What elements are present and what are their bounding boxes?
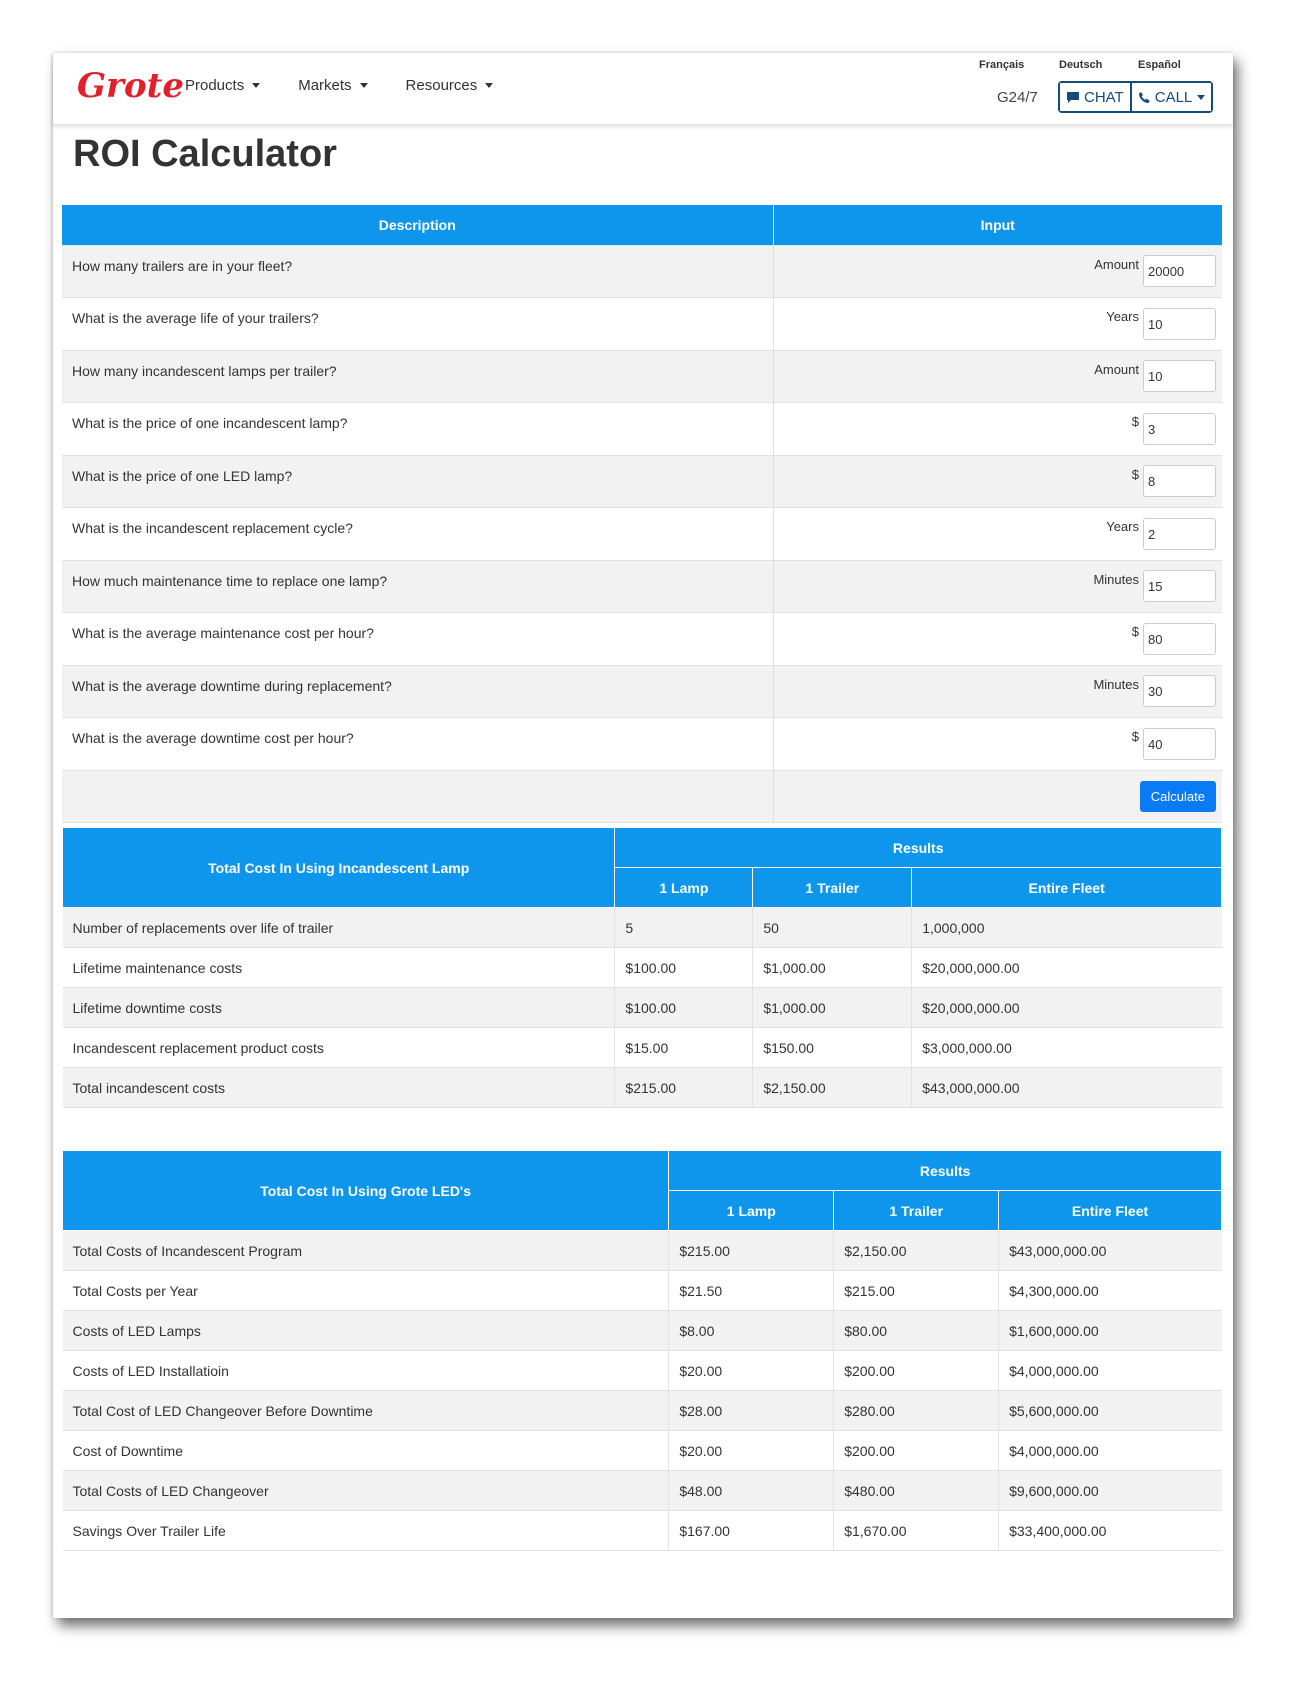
- cell-value: $48.00: [669, 1471, 834, 1511]
- cell-value: $200.00: [834, 1431, 999, 1471]
- header-input: Input: [773, 205, 1222, 245]
- led-price-input[interactable]: 8: [1143, 465, 1216, 497]
- table-row: [63, 1511, 1222, 1551]
- lang-link-german[interactable]: Deutsch: [1059, 59, 1103, 71]
- chat-bubble-icon: [1066, 91, 1080, 104]
- row-label: Incandescent replacement product costs: [63, 1028, 615, 1068]
- cell-value: $150.00: [753, 1028, 912, 1068]
- question-label: How much maintenance time to replace one lamp?: [62, 560, 773, 613]
- unit-label: $: [1131, 414, 1139, 430]
- unit-label: Years: [1106, 309, 1139, 325]
- cell-value: $4,000,000.00: [999, 1351, 1222, 1391]
- cell-value: $21.50: [669, 1271, 834, 1311]
- table-row: [62, 245, 1222, 298]
- table-row: [63, 908, 1222, 948]
- table-row: [62, 560, 1222, 613]
- incandescent-price-input[interactable]: 3: [1143, 413, 1216, 445]
- led-table-title: Total Cost In Using Grote LED's: [63, 1151, 669, 1231]
- unit-label: Amount: [1094, 256, 1139, 272]
- incandescent-table-title: Total Cost In Using Incandescent Lamp: [63, 828, 615, 908]
- cell-value: $200.00: [834, 1351, 999, 1391]
- table-row: [63, 1311, 1222, 1351]
- question-label: How many incandescent lamps per trailer?: [62, 350, 773, 403]
- cell-value: $4,000,000.00: [999, 1431, 1222, 1471]
- results-header: Results: [669, 1151, 1222, 1191]
- nav-item-label: Markets: [298, 77, 352, 94]
- page: [53, 53, 1233, 1618]
- calculate-button[interactable]: Calculate: [1140, 781, 1216, 812]
- row-label: Lifetime maintenance costs: [63, 948, 615, 988]
- downtime-cost-input[interactable]: 40: [1143, 728, 1216, 760]
- table-row: [63, 1028, 1222, 1068]
- cell-value: 1,000,000: [912, 908, 1222, 948]
- input-table: [62, 205, 1222, 823]
- row-label: Total Costs of Incandescent Program: [63, 1231, 669, 1271]
- table-row: [62, 665, 1222, 718]
- table-row: [62, 350, 1222, 403]
- caret-down-icon: [252, 83, 260, 88]
- unit-label: Minutes: [1093, 571, 1139, 587]
- caret-down-icon: [1197, 95, 1205, 100]
- table-row: [63, 988, 1222, 1028]
- cell-value: $9,600,000.00: [999, 1471, 1222, 1511]
- table-row: [63, 1471, 1222, 1511]
- table-row: [62, 298, 1222, 351]
- row-label: Costs of LED Installatioin: [63, 1351, 669, 1391]
- nav-item-products[interactable]: [185, 77, 260, 94]
- lamps-per-trailer-input[interactable]: 10: [1143, 360, 1216, 392]
- cell-value: $20.00: [669, 1351, 834, 1391]
- row-label: Lifetime downtime costs: [63, 988, 615, 1028]
- cell-value: $2,150.00: [753, 1068, 912, 1108]
- nav-item-label: Resources: [405, 77, 478, 94]
- table-row: [62, 770, 1222, 823]
- unit-label: $: [1131, 624, 1139, 640]
- table-row: [62, 508, 1222, 561]
- navbar: [53, 53, 1233, 125]
- cell-value: $100.00: [615, 948, 753, 988]
- lang-link-spanish[interactable]: Español: [1138, 59, 1181, 71]
- nav-item-label: Products: [185, 77, 245, 94]
- empty-cell: [62, 770, 773, 823]
- cell-value: $1,000.00: [753, 948, 912, 988]
- table-row: [63, 1391, 1222, 1431]
- cell-value: $100.00: [615, 988, 753, 1028]
- column-header: 1 Trailer: [753, 868, 912, 908]
- row-label: Costs of LED Lamps: [63, 1311, 669, 1351]
- logo-text: Grote: [77, 66, 184, 106]
- trailer-life-input[interactable]: 10: [1143, 308, 1216, 340]
- page-title: ROI Calculator: [73, 133, 337, 175]
- led-results-table: [62, 1150, 1222, 1551]
- column-header: 1 Trailer: [834, 1191, 999, 1231]
- table-row: [63, 1231, 1222, 1271]
- column-header: 1 Lamp: [615, 868, 753, 908]
- cell-value: $167.00: [669, 1511, 834, 1551]
- phone-icon: [1138, 91, 1151, 104]
- downtime-input[interactable]: 30: [1143, 675, 1216, 707]
- question-label: How many trailers are in your fleet?: [62, 245, 773, 298]
- unit-label: $: [1131, 729, 1139, 745]
- maintenance-time-input[interactable]: 15: [1143, 570, 1216, 602]
- g247-link[interactable]: G24/7: [997, 89, 1038, 106]
- cell-value: $20.00: [669, 1431, 834, 1471]
- row-label: Total Cost of LED Changeover Before Downtime: [63, 1391, 669, 1431]
- cell-value: $20,000,000.00: [912, 948, 1222, 988]
- unit-label: Years: [1106, 519, 1139, 535]
- table-row: [63, 1431, 1222, 1471]
- incandescent-results-table: [62, 827, 1222, 1108]
- cell-value: $480.00: [834, 1471, 999, 1511]
- cell-value: $4,300,000.00: [999, 1271, 1222, 1311]
- row-label: Total incandescent costs: [63, 1068, 615, 1108]
- cell-value: $28.00: [669, 1391, 834, 1431]
- table-row: [62, 613, 1222, 666]
- table-row: [63, 948, 1222, 988]
- cell-value: $2,150.00: [834, 1231, 999, 1271]
- question-label: What is the average maintenance cost per hour?: [62, 613, 773, 666]
- table-row: [62, 403, 1222, 456]
- table-row: [63, 1271, 1222, 1311]
- column-header: 1 Lamp: [669, 1191, 834, 1231]
- caret-down-icon: [485, 83, 493, 88]
- cell-value: $1,600,000.00: [999, 1311, 1222, 1351]
- cell-value: 50: [753, 908, 912, 948]
- row-label: Total Costs per Year: [63, 1271, 669, 1311]
- results-header: Results: [615, 828, 1222, 868]
- header-description: Description: [62, 205, 773, 245]
- nav-item-resources[interactable]: [406, 77, 494, 94]
- table-row: [63, 1068, 1222, 1108]
- cell-value: $1,670.00: [834, 1511, 999, 1551]
- table-row: [63, 1351, 1222, 1391]
- contact-button-group: [1058, 81, 1213, 113]
- row-label: Total Costs of LED Changeover: [63, 1471, 669, 1511]
- row-label: Number of replacements over life of trailer: [63, 908, 615, 948]
- caret-down-icon: [360, 83, 368, 88]
- cell-value: $33,400,000.00: [999, 1511, 1222, 1551]
- question-label: What is the average downtime cost per hour?: [62, 718, 773, 771]
- table-row: [62, 718, 1222, 771]
- cell-value: $215.00: [669, 1231, 834, 1271]
- cell-value: $3,000,000.00: [912, 1028, 1222, 1068]
- question-label: What is the incandescent replacement cycle?: [62, 508, 773, 561]
- grote-logo[interactable]: [75, 61, 184, 117]
- cell-value: $43,000,000.00: [999, 1231, 1222, 1271]
- cell-value: $8.00: [669, 1311, 834, 1351]
- cell-value: 5: [615, 908, 753, 948]
- column-header: Entire Fleet: [999, 1191, 1222, 1231]
- question-label: What is the price of one incandescent lamp?: [62, 403, 773, 456]
- table-row: [62, 455, 1222, 508]
- question-label: What is the average downtime during replacement?: [62, 665, 773, 718]
- cell-value: $20,000,000.00: [912, 988, 1222, 1028]
- unit-label: $: [1131, 466, 1139, 482]
- chat-button[interactable]: [1060, 83, 1130, 111]
- cell-value: $5,600,000.00: [999, 1391, 1222, 1431]
- call-button[interactable]: [1130, 83, 1212, 111]
- unit-label: Amount: [1094, 361, 1139, 377]
- column-header: Entire Fleet: [912, 868, 1222, 908]
- cell-value: $1,000.00: [753, 988, 912, 1028]
- call-label: CALL: [1154, 88, 1193, 106]
- row-label: Savings Over Trailer Life: [63, 1511, 669, 1551]
- row-label: Cost of Downtime: [63, 1431, 669, 1471]
- maintenance-cost-input[interactable]: 80: [1143, 623, 1216, 655]
- replacement-cycle-input[interactable]: 2: [1143, 518, 1216, 550]
- question-label: What is the price of one LED lamp?: [62, 455, 773, 508]
- question-label: What is the average life of your trailers?: [62, 298, 773, 351]
- cell-value: $80.00: [834, 1311, 999, 1351]
- cell-value: $280.00: [834, 1391, 999, 1431]
- nav-menu: [185, 77, 531, 94]
- cell-value: $215.00: [834, 1271, 999, 1311]
- nav-item-markets[interactable]: [298, 77, 367, 94]
- trailers-input[interactable]: 20000: [1143, 255, 1216, 287]
- lang-link-french[interactable]: Français: [979, 59, 1025, 71]
- cell-value: $43,000,000.00: [912, 1068, 1222, 1108]
- cell-value: $15.00: [615, 1028, 753, 1068]
- cell-value: $215.00: [615, 1068, 753, 1108]
- chat-label: CHAT: [1084, 88, 1124, 106]
- unit-label: Minutes: [1093, 676, 1139, 692]
